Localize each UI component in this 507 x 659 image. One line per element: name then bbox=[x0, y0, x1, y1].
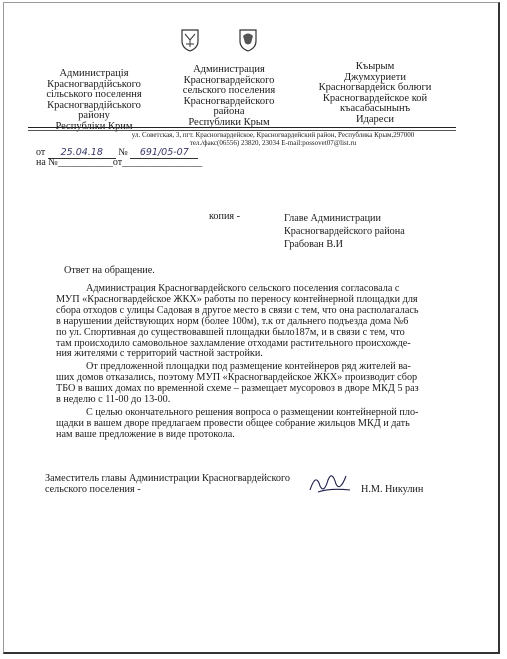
text-line: С целью окончательного решения вопроса о размещении контейнерной пло- bbox=[86, 407, 419, 418]
text-line: в неделю с 11-00 до 13-00. bbox=[56, 393, 171, 405]
registry-date: 25.04.18 bbox=[48, 147, 116, 159]
header-center-line: Администрация bbox=[193, 64, 265, 75]
handwritten-signature bbox=[306, 468, 354, 498]
signature-title bbox=[45, 474, 345, 496]
text-line: МУП «Красногвардейское ЖКХ» работы по переносу контейнерной площадки для bbox=[56, 293, 418, 305]
header-center-line: района bbox=[213, 106, 245, 117]
paragraph-3 bbox=[56, 408, 450, 441]
header-center-block bbox=[167, 65, 291, 128]
number-sign: № bbox=[118, 147, 128, 158]
addressee-line: Главе Администрации bbox=[284, 213, 381, 224]
text-line: ших домов отказались, поэтому МУП «Красногвардейское ЖКХ» производит сбор bbox=[56, 371, 418, 383]
signature-title-line: сельского поселения - bbox=[45, 483, 141, 495]
address-line: ул. Советская, 3, пгт. Красногвардейское, Красногвардейский район, Республика Крым,297000 bbox=[131, 131, 415, 139]
header-left-line: Республіки Крим bbox=[55, 120, 133, 132]
text-line: в нарушении действующих норм (более 100м), т.к от дальнего подъезда дома №6 bbox=[56, 315, 409, 327]
header-center-line: Красногвардейского bbox=[183, 74, 275, 86]
paragraph-2 bbox=[56, 362, 450, 406]
addressee-line: Грабован В.И bbox=[284, 239, 344, 250]
addressee-block bbox=[284, 212, 405, 251]
text-line: ния жителями с территорий частной застройки. bbox=[56, 348, 263, 360]
paragraph-1 bbox=[56, 284, 450, 360]
header-right-block bbox=[300, 62, 450, 125]
header-left-line: Красногвардійського bbox=[47, 78, 141, 90]
header-right-line: Идареси bbox=[355, 113, 395, 125]
header-center-line: Красногвардейского bbox=[183, 95, 275, 107]
header-right-line: Джумхуриети bbox=[343, 71, 406, 83]
text-line: Администрация Красногвардейского сельского поселения согласовала с bbox=[86, 283, 400, 294]
header-left-line: сільського поселення bbox=[46, 89, 142, 100]
text-line: по ул. Спортивная до существовавшей площадки было187м, и в связи с тем, что bbox=[56, 326, 405, 338]
header-divider bbox=[28, 127, 456, 128]
address-block bbox=[108, 131, 438, 147]
registry-number: 691/05-07 bbox=[130, 147, 198, 159]
text-line: сбора отходов с улицы Садовая в другое место в связи с тем, что она располагалась bbox=[56, 304, 419, 316]
text-line: там происходило самовольное захламление отходами растительного происхожде- bbox=[56, 337, 411, 349]
header-left-line: Красногвардійського bbox=[47, 99, 141, 111]
header-center-line: сельского поселения bbox=[182, 85, 276, 96]
copy-label: копия - bbox=[209, 211, 241, 222]
signatory-name: Н.М. Никулин bbox=[361, 484, 424, 495]
signature-title-line: Заместитель главы Администрации Красногвардейского bbox=[45, 473, 290, 484]
header-right-line: Красногвардейск болюги bbox=[318, 82, 432, 93]
coat-of-arms-icon bbox=[180, 28, 200, 52]
reference-line: на №___________от________________ bbox=[36, 157, 203, 168]
header-left-block bbox=[32, 69, 156, 132]
header-center-line: Республики Крым bbox=[188, 116, 270, 128]
header-right-line: Къырым bbox=[355, 61, 395, 72]
text-line: нам ваше предложение в виде протокола. bbox=[56, 428, 235, 440]
text-line: ТБО в ваших домах по временной схеме – размещает мусоровоз в дворе МКД 5 раз bbox=[56, 382, 419, 394]
header-right-line: къасабасынынъ bbox=[339, 103, 411, 114]
text-line: От предложенной площадки под размещение контейнеров ряд жителей ва- bbox=[86, 361, 411, 372]
addressee-line: Красногвардейского района bbox=[284, 226, 405, 237]
district-emblem-icon bbox=[238, 28, 258, 52]
header-left-line: району bbox=[78, 110, 110, 121]
subject-line: Ответ на обращение. bbox=[64, 265, 155, 276]
header-right-line: Красногвардейское кой bbox=[322, 92, 428, 104]
from-label: от bbox=[36, 147, 46, 158]
header-left-line: Администрація bbox=[59, 68, 129, 79]
contacts-line: тел./факс(06556) 23820, 23034 E-mail:possovet07@list.ru bbox=[189, 139, 357, 147]
text-line: щадки в вашем дворе предлагаем провести общее собрание жильцов МКД и дать bbox=[56, 417, 410, 429]
